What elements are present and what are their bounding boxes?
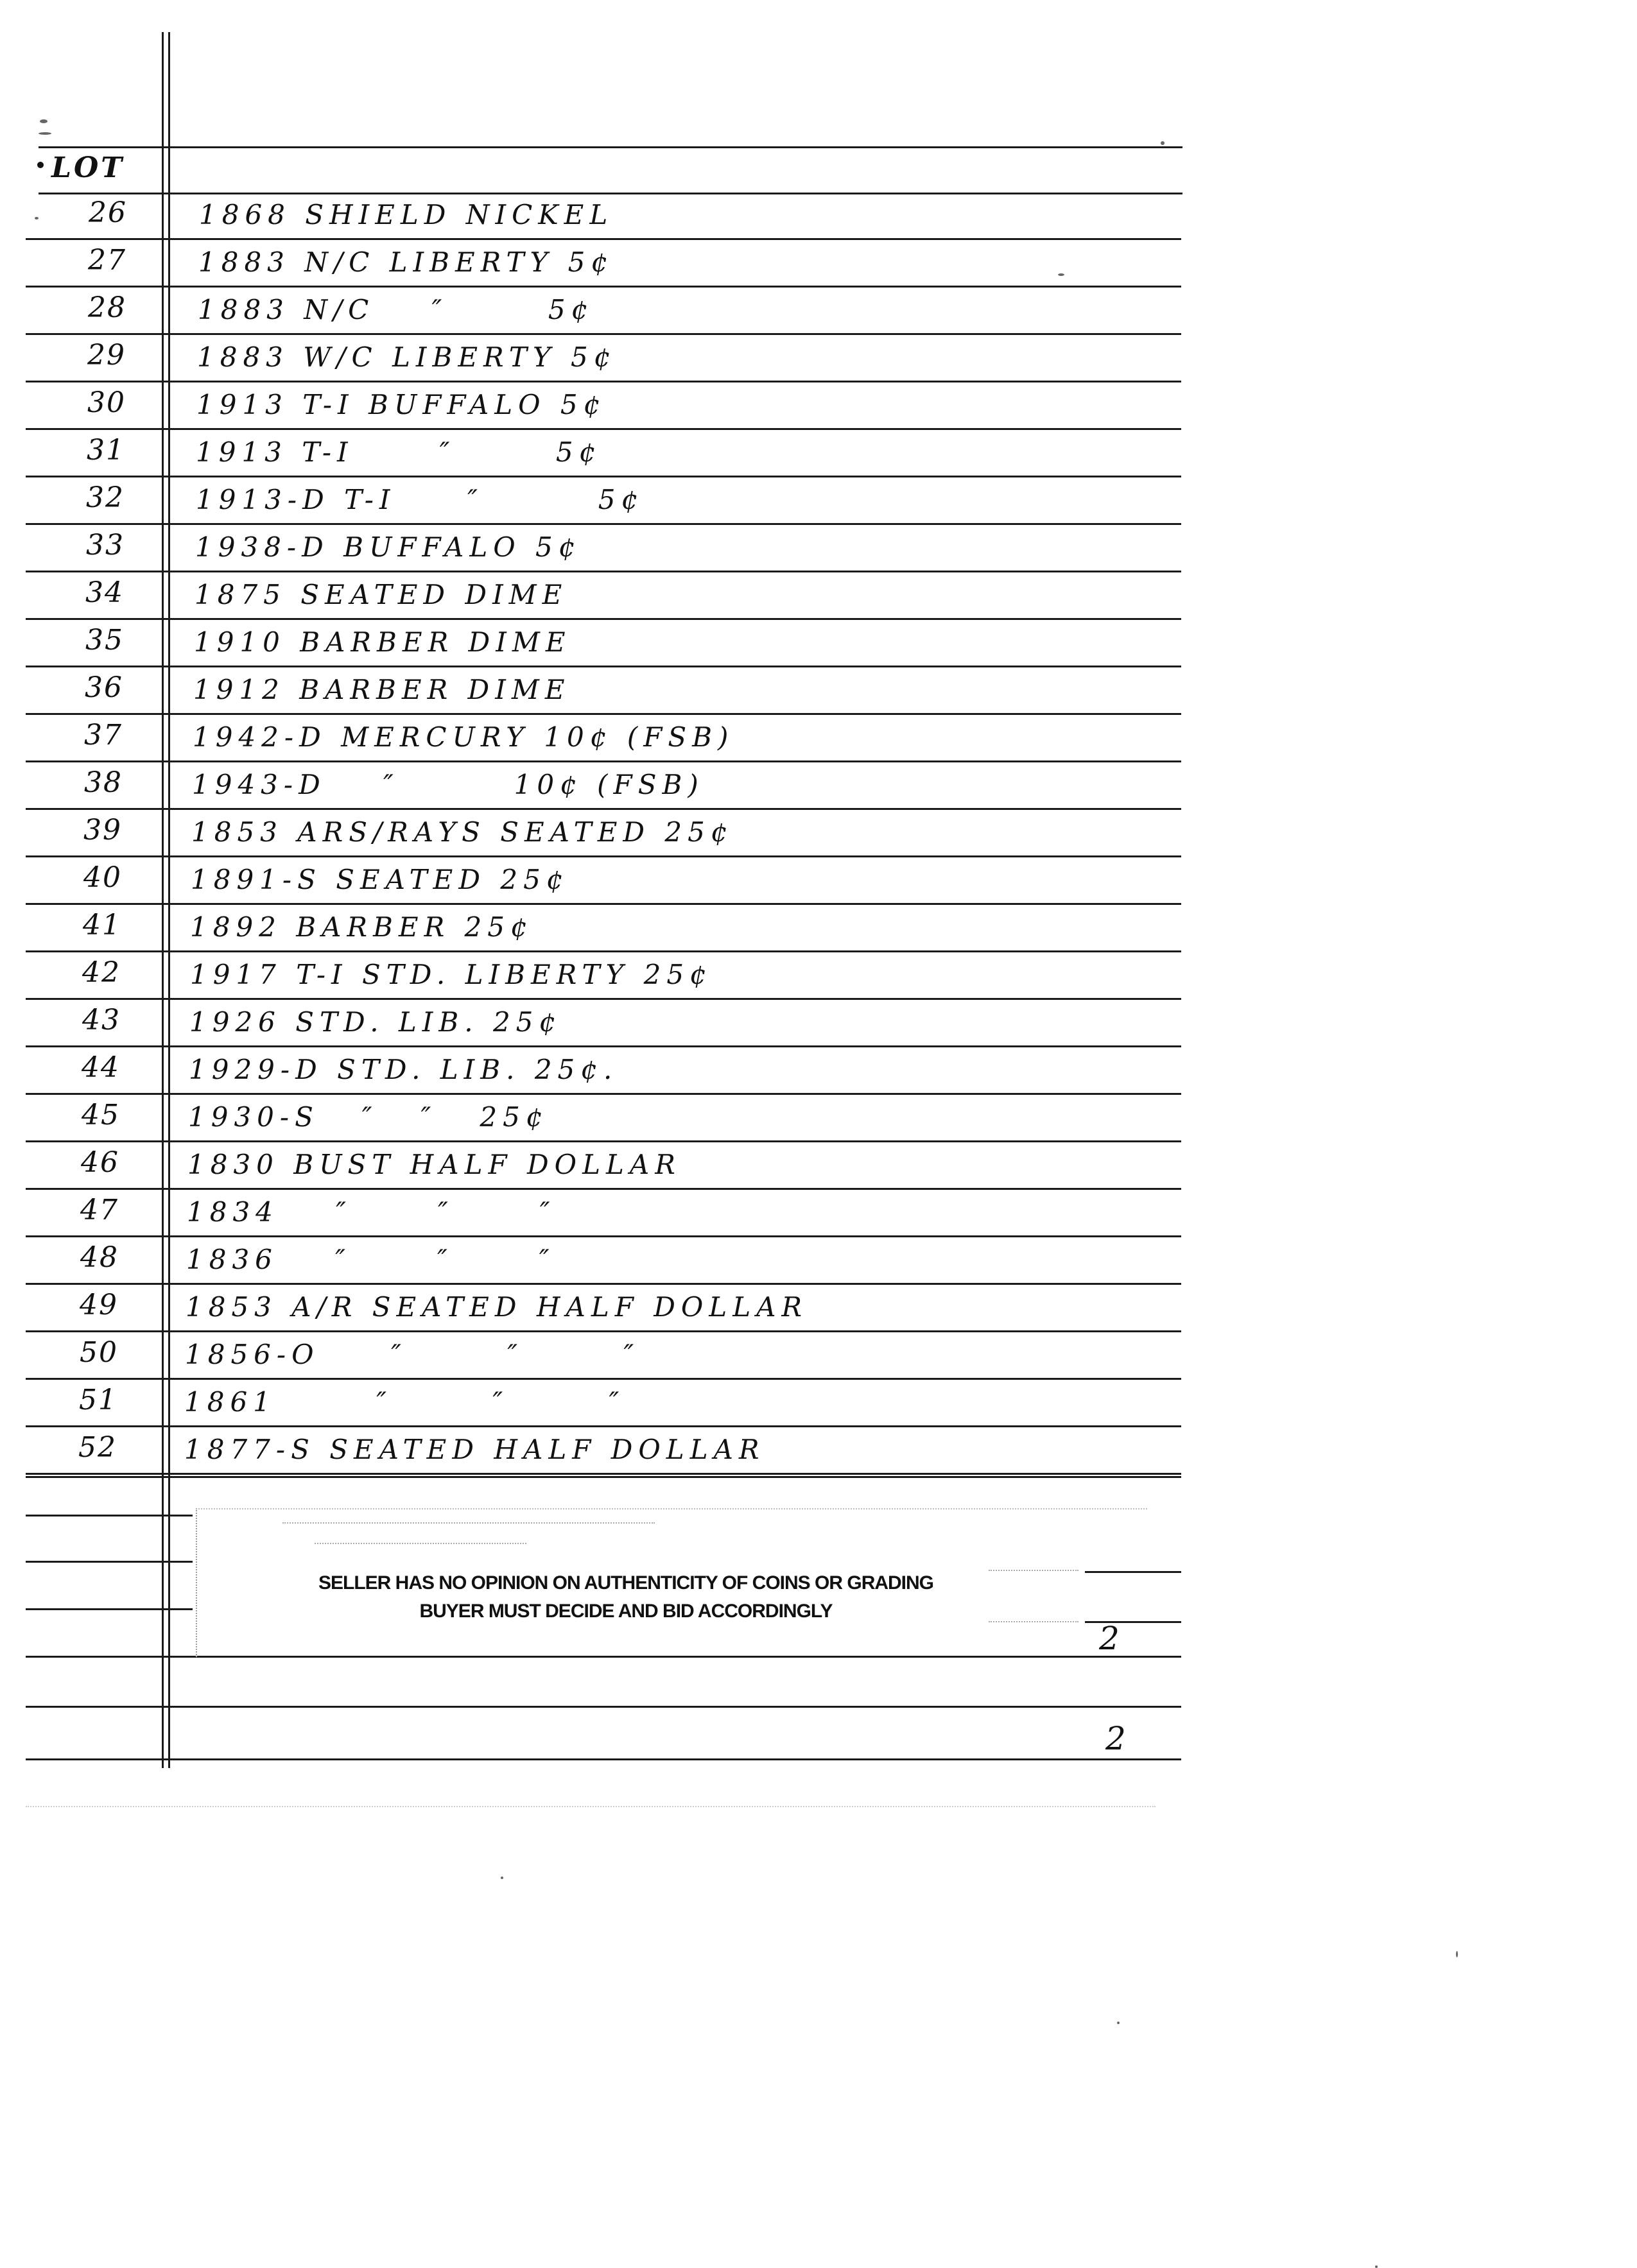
lot-row <box>0 477 1181 525</box>
lot-description: 1875 SEATED DIME <box>195 579 568 610</box>
lot-row <box>0 667 1181 715</box>
lot-description: 1913-D T-I ″ 5¢ <box>196 484 645 515</box>
lot-description: 1917 T-I STD. LIBERTY 25¢ <box>190 959 713 990</box>
lot-number: 50 <box>80 1336 118 1369</box>
scan-speck <box>1058 273 1064 276</box>
lot-row <box>0 1142 1181 1190</box>
lot-number: 35 <box>85 624 124 657</box>
lot-description: 1856-O ″ ″ ″ <box>185 1339 640 1370</box>
lot-description: 1836 ″ ″ ″ <box>186 1244 555 1275</box>
scan-speck <box>40 119 48 123</box>
lot-number: 29 <box>87 339 126 372</box>
lot-description: 1912 BARBER DIME <box>193 674 571 705</box>
lot-number: 36 <box>85 671 123 704</box>
lot-number: 43 <box>82 1004 121 1036</box>
dotted-rule <box>315 1543 526 1544</box>
lot-number: 32 <box>86 481 125 514</box>
lot-description: 1853 ARS/RAYS SEATED 25¢ <box>191 816 734 848</box>
lot-row <box>0 1095 1181 1142</box>
lot-number: 38 <box>84 766 123 799</box>
scan-speck <box>1161 141 1165 145</box>
lot-number: 46 <box>81 1146 119 1179</box>
lot-number: 49 <box>80 1289 118 1321</box>
lot-description: 1913 T-I ″ 5¢ <box>196 436 602 468</box>
lot-number: 47 <box>80 1194 119 1226</box>
lot-number: 28 <box>88 291 126 324</box>
ruled-line <box>26 1561 193 1563</box>
lot-description: 1868 SHIELD NICKEL <box>199 199 614 230</box>
lot-column-heading: LOT <box>51 151 125 184</box>
lot-number: 37 <box>84 719 123 752</box>
scan-speck <box>501 1877 503 1879</box>
lot-number: 27 <box>88 244 126 277</box>
bullet-mark <box>37 162 44 168</box>
lot-description: 1834 ″ ″ ″ <box>187 1196 556 1228</box>
lot-row <box>0 572 1181 620</box>
lot-row <box>0 1427 1181 1475</box>
scan-edge-rule <box>26 1806 1156 1807</box>
lot-number: 30 <box>87 386 126 419</box>
lot-row <box>0 1047 1181 1095</box>
lot-description: 1913 T-I BUFFALO 5¢ <box>196 389 607 420</box>
scan-speck <box>39 132 51 135</box>
lot-number: 51 <box>79 1384 117 1416</box>
lot-number: 39 <box>83 814 122 846</box>
lot-row <box>0 952 1181 1000</box>
lot-row <box>0 193 1181 240</box>
lot-row <box>0 810 1181 857</box>
lot-row <box>0 1380 1181 1427</box>
lot-row <box>0 762 1181 810</box>
lot-description: 1942-D MERCURY 10¢ (FSB) <box>193 721 734 753</box>
lot-description: 1930-S ″ ″ 25¢ <box>188 1101 549 1133</box>
lot-row <box>0 857 1181 905</box>
ruled-line <box>26 1758 1181 1760</box>
lot-description: 1943-D ″ 10¢ (FSB) <box>192 769 704 800</box>
lot-number: 42 <box>82 956 121 989</box>
lot-description: 1926 STD. LIB. 25¢ <box>189 1006 562 1038</box>
lot-number: 45 <box>82 1099 120 1131</box>
lot-description: 1830 BUST HALF DOLLAR <box>187 1149 681 1180</box>
lot-description: 1910 BARBER DIME <box>194 626 571 658</box>
lot-row <box>0 382 1181 430</box>
lot-row <box>0 240 1181 288</box>
lot-row <box>0 1285 1181 1332</box>
lot-number: 44 <box>82 1051 120 1084</box>
scan-speck <box>1456 1951 1458 1957</box>
lot-row <box>0 335 1181 382</box>
lot-row <box>0 1190 1181 1237</box>
lot-number: 33 <box>86 529 125 562</box>
lot-row <box>0 525 1181 572</box>
lot-description: 1877-S SEATED HALF DOLLAR <box>184 1434 765 1465</box>
header-top-rule <box>39 146 1182 148</box>
lot-number: 48 <box>80 1241 119 1274</box>
scan-speck <box>35 217 39 219</box>
lot-number: 40 <box>83 861 122 894</box>
lot-description: 1853 A/R SEATED HALF DOLLAR <box>186 1291 808 1323</box>
lot-description: 1883 N/C LIBERTY 5¢ <box>198 246 614 278</box>
page-number-upper: 2 <box>1099 1620 1120 1657</box>
lot-number: 31 <box>87 434 125 467</box>
lot-description: 1861 ″ ″ ″ <box>184 1386 625 1418</box>
dotted-rule <box>989 1570 1078 1571</box>
lot-row <box>0 1000 1181 1047</box>
row-rule <box>26 1473 1181 1475</box>
lot-number: 52 <box>78 1431 117 1464</box>
disclaimer-line-2: BUYER MUST DECIDE AND BID ACCORDINGLY <box>419 1601 833 1622</box>
lot-row <box>0 905 1181 952</box>
lot-number: 41 <box>83 909 121 941</box>
lot-row <box>0 430 1181 477</box>
lot-number: 34 <box>85 576 124 609</box>
lot-row <box>0 620 1181 667</box>
lot-description: 1883 N/C ″ 5¢ <box>198 294 594 325</box>
lot-row <box>0 288 1181 335</box>
dotted-rule <box>282 1522 655 1524</box>
lot-description: 1891-S SEATED 25¢ <box>191 864 569 895</box>
ruled-line <box>26 1515 193 1516</box>
lot-description: 1938-D BUFFALO 5¢ <box>195 531 582 563</box>
lot-number: 26 <box>89 196 127 229</box>
ruled-line <box>26 1608 193 1610</box>
lot-row <box>0 1237 1181 1285</box>
lot-row <box>0 1332 1181 1380</box>
disclaimer-line-1: SELLER HAS NO OPINION ON AUTHENTICITY OF COINS OR GRADING <box>318 1572 934 1594</box>
scan-speck <box>1117 2022 1120 2024</box>
ruled-line <box>26 1706 1181 1708</box>
scan-speck <box>1375 2265 1378 2268</box>
page-number-lower: 2 <box>1105 1720 1126 1757</box>
lot-description: 1892 BARBER 25¢ <box>190 911 533 943</box>
lot-description: 1883 W/C LIBERTY 5¢ <box>197 341 617 373</box>
lot-row <box>0 715 1181 762</box>
ruled-line <box>26 1476 1181 1478</box>
lot-description: 1929-D STD. LIB. 25¢. <box>189 1054 618 1085</box>
